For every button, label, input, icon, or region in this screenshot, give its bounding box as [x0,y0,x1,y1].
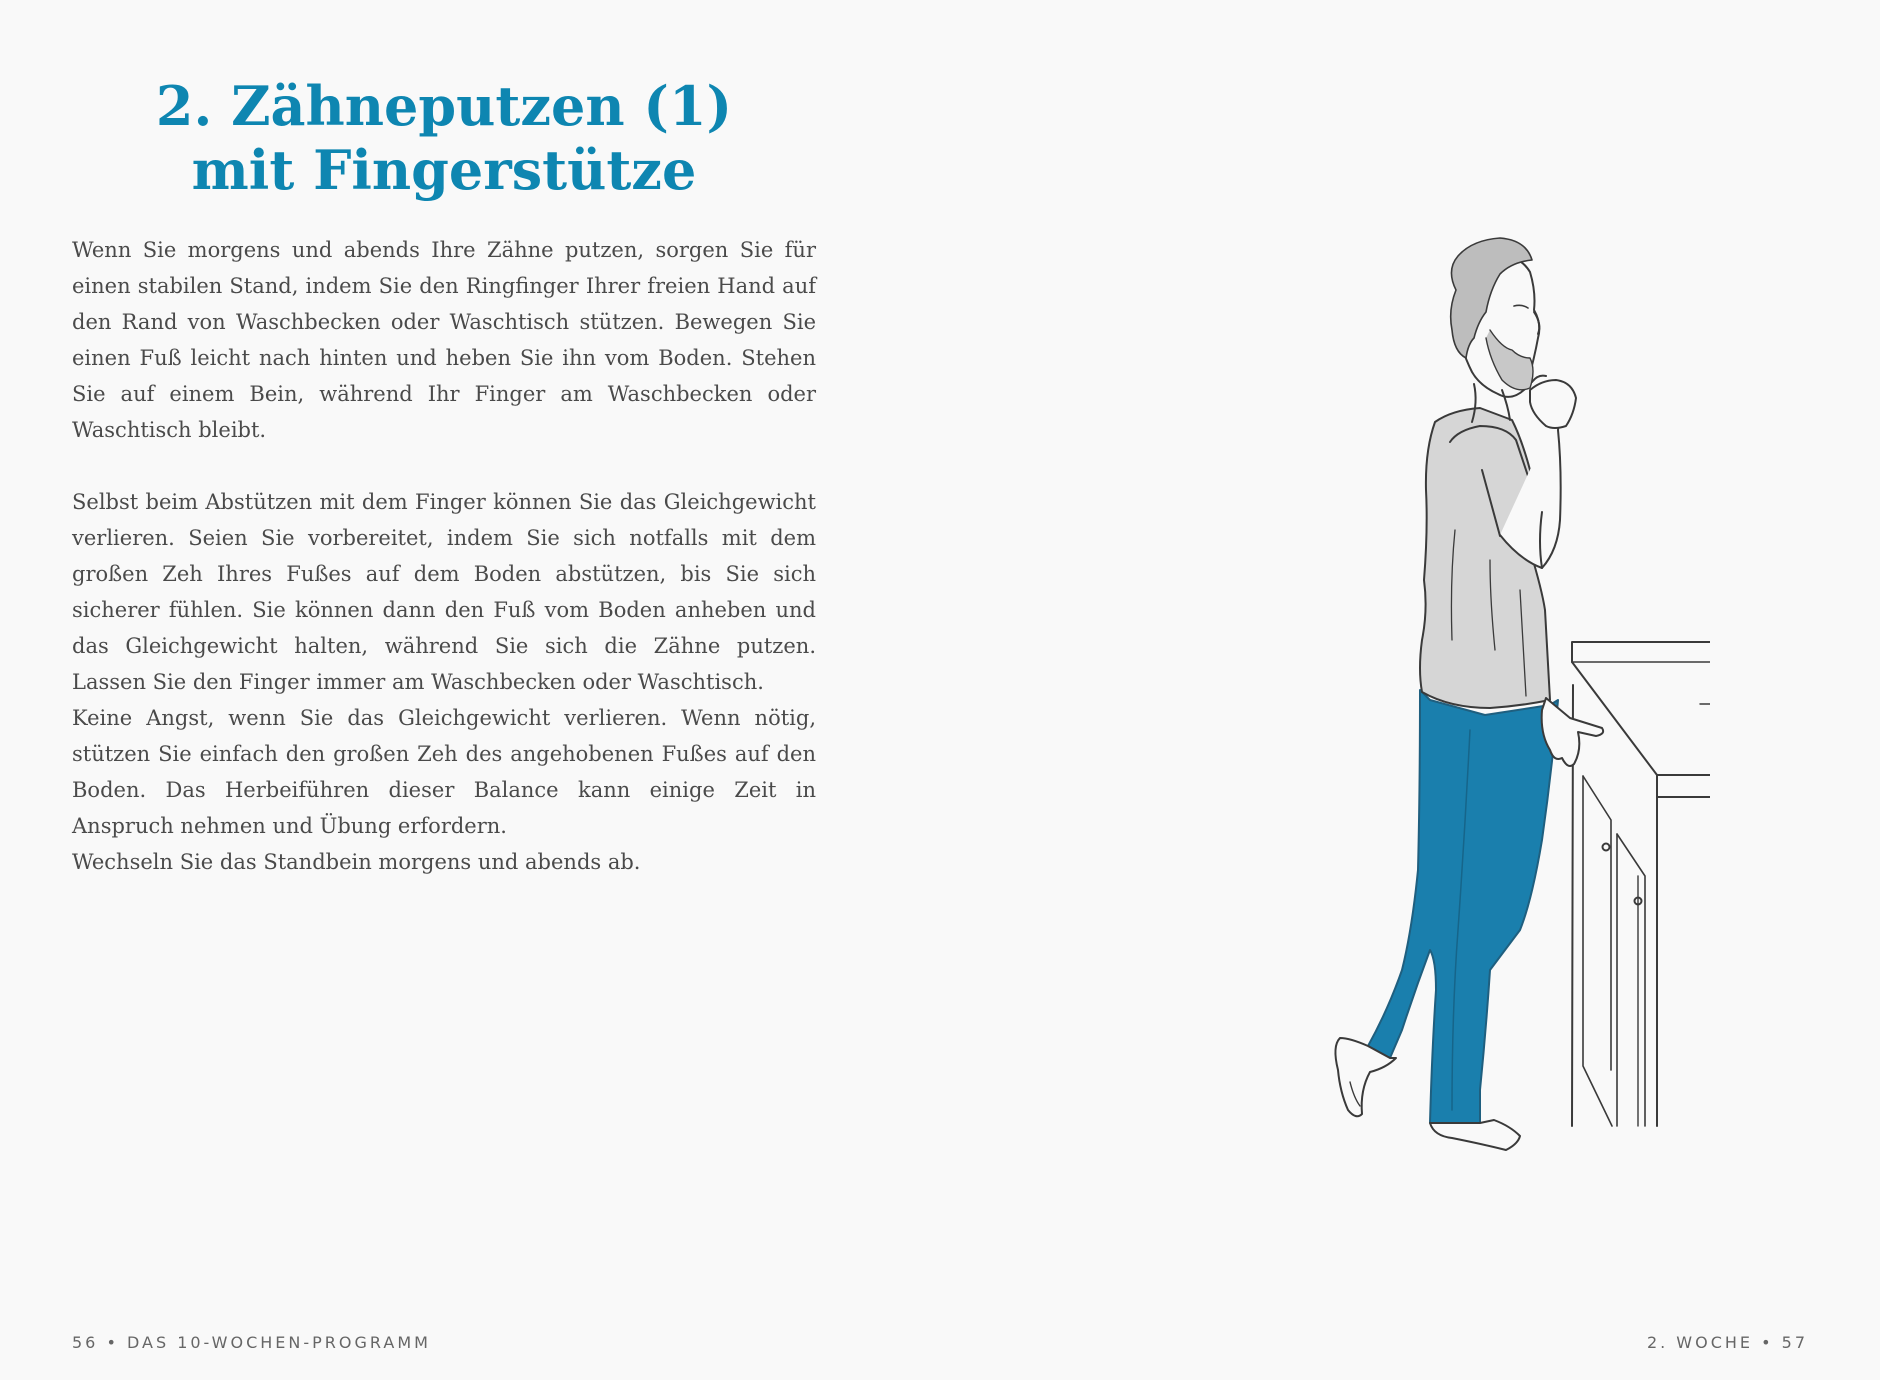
man-brushing-teeth-illustration [1190,230,1710,1160]
standing-foot [1430,1120,1520,1150]
footer-right: 2. WOCHE • 57 [1646,1333,1808,1352]
right-page [940,0,1880,1380]
paragraph-1: Wenn Sie morgens und abends Ihre Zähne putzen, sorgen Sie für einen stabilen Stand, indem Sie den Ringfinger Ihrer freien Hand auf den Rand von Waschbecken oder Waschtisch stützen. Bewegen Sie einen Fuß leicht nach hinten und heben Sie ihn vom Boden. Stehen Sie auf einem Bein, während Ihr Finger am Waschbecken oder Waschtisch bleibt. [72,238,816,442]
paragraph-2: Selbst beim Abstützen mit dem Finger können Sie das Gleichgewicht verlieren. Seien Sie vorbereitet, indem Sie sich notfalls mit dem großen Zeh Ihres Fußes auf dem Boden abstützen, bis Sie sich sicherer fühlen. Sie können dann den Fuß vom Boden anheben und das Gleichgewicht halten, während Sie sich die Zähne putzen. Lassen Sie den Finger immer am Waschbecken oder Waschtisch. [72,490,816,694]
footer-left: 56 • DAS 10-WOCHEN-PROGRAMM [72,1333,431,1352]
body-text [72,232,816,880]
title-line-1: 2. Zähneputzen (1) [155,74,733,138]
paragraph-4: Wechseln Sie das Standbein morgens und abends ab. [72,850,641,874]
head [1451,238,1540,422]
title-line-2: mit Fingerstütze [191,138,697,202]
paragraph-3: Keine Angst, wenn Sie das Gleichgewicht verlieren. Wenn nötig, stützen Sie einfach den großen Zeh des angehobenen Fußes auf den Boden. Das Herbeiführen dieser Balance kann einige Zeit in Anspruch nehmen und Übung erfordern. [72,706,816,838]
pants [1368,690,1558,1126]
page-title [72,74,816,202]
bathroom-counter [1572,642,1710,1126]
